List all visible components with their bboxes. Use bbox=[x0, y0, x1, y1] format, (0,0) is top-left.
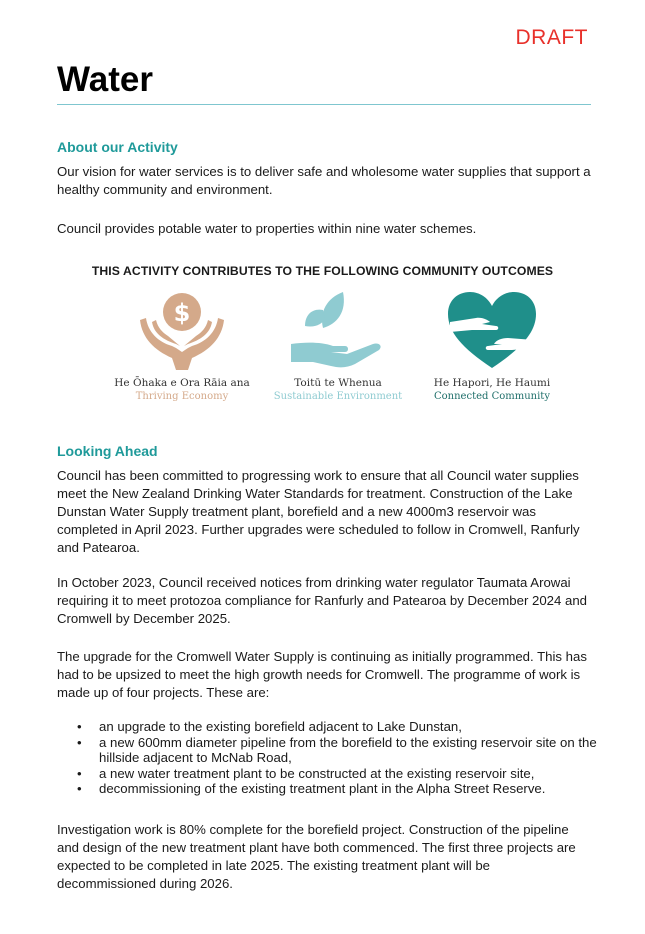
page-title: Water bbox=[57, 60, 153, 99]
outcome-english-label: Thriving Economy bbox=[135, 391, 229, 402]
list-item-text: decommissioning of the existing treatment plant in the Alpha Street Reserve. bbox=[99, 781, 546, 796]
about-paragraph-2: Council provides potable water to properties within nine water schemes. bbox=[57, 221, 477, 236]
projects-list bbox=[57, 719, 597, 797]
outcome-connected-community bbox=[412, 288, 572, 404]
outcomes-heading: THIS ACTIVITY CONTRIBUTES TO THE FOLLOWING COMMUNITY OUTCOMES bbox=[91, 264, 554, 278]
heart-hands-icon bbox=[442, 288, 542, 372]
outcome-english-label: Connected Community bbox=[434, 391, 550, 402]
list-item bbox=[57, 719, 597, 735]
draft-label: DRAFT bbox=[515, 26, 588, 49]
bullet-icon: • bbox=[77, 765, 82, 781]
outcome-maori-label: He Hapori, He Haumi bbox=[433, 377, 551, 389]
list-item bbox=[57, 766, 597, 782]
bullet-icon: • bbox=[77, 781, 82, 796]
outcome-maori-label: He Ōhaka e Ora Rāia ana bbox=[114, 377, 250, 389]
list-item-text: a new water treatment plant to be constructed at the existing reservoir site, bbox=[99, 765, 535, 781]
about-paragraph-1: Our vision for water services is to deliver safe and wholesome water supplies that support a healthy community and environment. bbox=[57, 164, 591, 197]
title-divider bbox=[57, 104, 591, 105]
about-heading: About our Activity bbox=[57, 139, 178, 155]
looking-ahead-paragraph-4: Investigation work is 80% complete for the borefield project. Construction of the pipeline and design of the new treatment plant have both commenced. The first three projects are expected to be completed in late 2025. The existing treatment plant will be decommissioned during 2026. bbox=[57, 822, 576, 891]
outcome-english-label: Sustainable Environment bbox=[273, 391, 403, 402]
list-item-text: an upgrade to the existing borefield adjacent to Lake Dunstan, bbox=[99, 719, 462, 734]
bullet-icon: • bbox=[77, 719, 82, 734]
looking-ahead-paragraph-2: In October 2023, Council received notices from drinking water regulator Taumata Arowai requiring it to meet protozoa compliance for Ranfurly and Patearoa by December 2024 and Cromwell by December 2025. bbox=[57, 575, 587, 626]
outcome-sustainable-environment bbox=[258, 288, 418, 404]
outcome-thriving-economy bbox=[102, 288, 262, 404]
list-item bbox=[57, 735, 597, 766]
looking-ahead-heading: Looking Ahead bbox=[57, 443, 158, 459]
looking-ahead-paragraph-3: The upgrade for the Cromwell Water Supply is continuing as initially programmed. This has had to be upsized to meet the high growth needs for Cromwell. The programme of work is made up of four projects. These are: bbox=[57, 649, 587, 700]
list-item-text: a new 600mm diameter pipeline from the borefield to the existing reservoir site on the hillside adjacent to McNab Road, bbox=[99, 734, 597, 765]
hands-dollar-icon bbox=[132, 288, 232, 372]
svg-text:$: $ bbox=[173, 299, 191, 327]
list-item bbox=[57, 781, 597, 797]
looking-ahead-paragraph-1: Council has been committed to progressing work to ensure that all Council water supplies meet the New Zealand Drinking Water Standards for treatment. Construction of the Lake Dunstan Water Supply treatment plant, borefield and a new 4000m3 reservoir was completed in April 2023. Further upgrades were scheduled to follow in Cromwell, Ranfurly and Patearoa. bbox=[57, 468, 580, 555]
hand-leaf-icon bbox=[283, 288, 393, 372]
outcome-maori-label: Toitū te Whenua bbox=[294, 377, 382, 389]
bullet-icon: • bbox=[77, 734, 82, 750]
